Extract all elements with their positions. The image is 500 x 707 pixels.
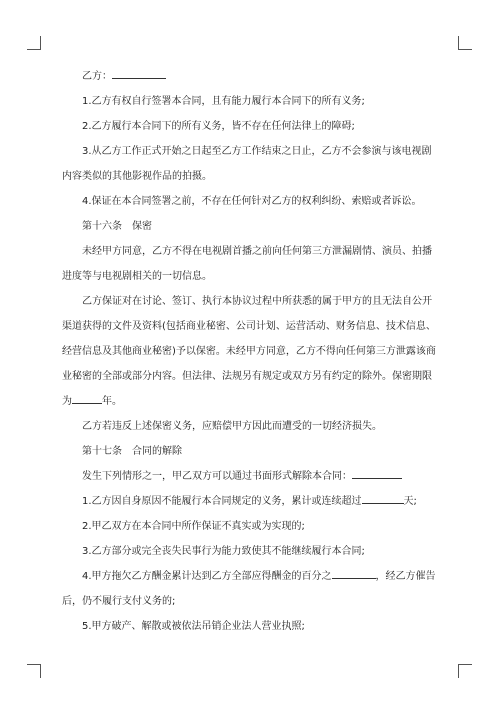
line-text-after: ，经乙方催告 <box>375 571 436 582</box>
document-line <box>82 439 422 464</box>
line-text: 乙方： <box>82 71 112 82</box>
document-line <box>82 64 422 89</box>
document-line <box>82 489 422 514</box>
document-line <box>82 214 422 239</box>
document-line <box>82 414 422 439</box>
document-line <box>82 239 432 264</box>
document-line <box>62 589 422 614</box>
document-body <box>62 64 436 639</box>
line-text: 2.乙方履行本合同下的所有义务，皆不存在任何法律上的障碍; <box>82 121 355 132</box>
line-text: 2.甲乙双方在本合同中所作保证不真实或为实现的; <box>82 521 305 532</box>
document-line <box>82 139 432 164</box>
fill-in-blank <box>332 566 376 579</box>
line-text: 渠道获得的文件及资料(包括商业秘密、公司计划、运营活动、财务信息、技术信息、 <box>62 321 436 332</box>
document-line <box>62 339 436 364</box>
fill-in-blank <box>72 391 102 404</box>
line-text: 乙方保证对在讨论、签订、执行本协议过程中所获悉的属于甲方的且无法自公开 <box>82 296 432 307</box>
document-line <box>82 614 422 639</box>
document-line <box>82 189 422 214</box>
line-text: 第十六条 保密 <box>82 221 152 232</box>
fill-in-blank <box>112 66 166 79</box>
document-line <box>62 314 436 339</box>
line-text: 1.乙方有权自行签署本合同，且有能力履行本合同下的所有义务; <box>82 96 365 107</box>
line-text: 业秘密的全部或部分内容。但法律、法规另有规定或双方另有约定的除外。保密期限 <box>62 371 432 382</box>
line-text: 为 <box>62 396 72 407</box>
crop-mark-top-left <box>27 36 41 50</box>
document-line <box>62 264 422 289</box>
line-text: 5.甲方破产、解散或被依法吊销企业法人营业执照; <box>82 621 305 632</box>
line-text: 内容类似的其他影视作品的拍摄。 <box>62 171 212 182</box>
line-text: 后，仍不履行支付义务的; <box>62 596 176 607</box>
document-line <box>62 364 432 389</box>
line-text-after: 年。 <box>102 396 122 407</box>
fill-in-blank <box>352 466 402 479</box>
crop-mark-top-right <box>458 36 472 50</box>
document-line <box>82 514 422 539</box>
document-line <box>82 289 432 314</box>
line-text: 第十七条 合同的解除 <box>82 446 182 457</box>
document-line <box>82 89 422 114</box>
crop-mark-bottom-right <box>458 664 472 678</box>
line-text: 3.乙方部分或完全丧失民事行为能力致使其不能继续履行本合同; <box>82 546 365 557</box>
line-text-after: 天; <box>403 496 417 507</box>
line-text: 进度等与电视剧相关的一切信息。 <box>62 271 212 282</box>
line-text: 发生下列情形之一，甲乙双方可以通过书面形式解除本合同： <box>82 471 352 482</box>
document-line <box>82 464 422 489</box>
line-text: 4.保证在本合同签署之前，不存在任何针对乙方的权利纠纷、索赔或者诉讼。 <box>82 196 422 207</box>
line-text: 未经甲方同意，乙方不得在电视剧首播之前向任何第三方泄漏剧情、演员、拍播 <box>82 246 432 257</box>
document-line <box>82 539 422 564</box>
line-text: 1.乙方因自身原因不能履行本合同规定的义务，累计或连续超过 <box>82 496 362 507</box>
document-line <box>82 114 422 139</box>
line-text: 4.甲方拖欠乙方酬金累计达到乙方全部应得酬金的百分之 <box>82 571 332 582</box>
line-text: 乙方若违反上述保密义务，应赔偿甲方因此而遭受的一切经济损失。 <box>82 421 382 432</box>
document-line <box>62 389 422 414</box>
crop-mark-bottom-left <box>27 664 41 678</box>
line-text: 经营信息及其他商业秘密)予以保密。未经甲方同意，乙方不得向任何第三方泄露该商 <box>62 346 436 357</box>
document-line <box>62 164 422 189</box>
line-text: 3.从乙方工作正式开始之日起至乙方工作结束之日止，乙方不会参演与该电视剧 <box>82 146 432 157</box>
fill-in-blank <box>362 491 404 504</box>
document-line <box>82 564 436 589</box>
